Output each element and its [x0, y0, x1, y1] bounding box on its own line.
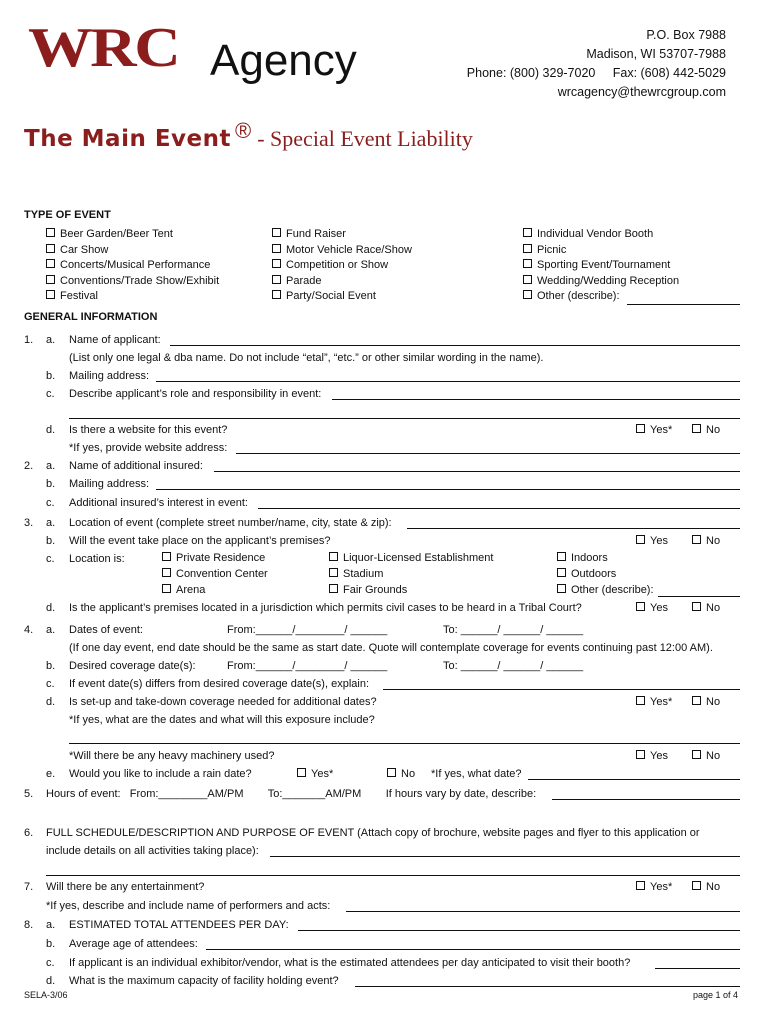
city: Madison, WI 53707-7988 — [586, 47, 726, 61]
q1b-label: Mailing address: — [69, 370, 150, 382]
no-option[interactable]: No — [692, 421, 720, 440]
q2-number: 2. — [24, 460, 34, 472]
checkbox-icon[interactable] — [46, 290, 55, 299]
yes-option[interactable]: Yes* — [636, 878, 672, 897]
checkbox-icon[interactable] — [692, 881, 701, 890]
no-option[interactable]: No — [387, 765, 415, 784]
location-col1 — [162, 550, 268, 598]
q4d-note: *If yes, what are the dates and what will this exposure include? — [69, 714, 375, 726]
q2a-label: Name of additional insured: — [69, 460, 203, 472]
yes-option[interactable]: Yes — [636, 747, 668, 766]
general-info-heading: GENERAL INFORMATION — [24, 311, 158, 323]
event-type-col1 — [46, 227, 219, 305]
q5-number: 5. — [24, 788, 34, 800]
q8-number: 8. — [24, 919, 34, 931]
location-option[interactable]: Other (describe): — [557, 582, 654, 598]
phone-fax: Phone: (800) 329-7020 Fax: (608) 442-5029 — [466, 66, 726, 80]
checkbox-icon[interactable] — [46, 228, 55, 237]
q8a-label: ESTIMATED TOTAL ATTENDEES PER DAY: — [69, 919, 289, 931]
yes-option[interactable]: Yes — [636, 532, 668, 551]
event-type-option[interactable]: Motor Vehicle Race/Show — [272, 243, 412, 259]
checkbox-icon[interactable] — [523, 259, 532, 268]
applicant-role-field[interactable] — [332, 386, 740, 400]
q4e-label: Would you like to include a rain date? — [69, 768, 252, 780]
q2c-letter: c. — [46, 497, 55, 509]
checkbox-icon[interactable] — [162, 552, 171, 561]
page-number: page 1 of 4 — [692, 990, 738, 1000]
type-of-event-heading: TYPE OF EVENT — [24, 209, 111, 221]
title-sub: - Special Event Liability — [257, 126, 473, 151]
checkbox-icon[interactable] — [636, 602, 645, 611]
event-type-option[interactable]: Parade — [272, 274, 412, 290]
q3b-letter: b. — [46, 535, 56, 547]
event-type-option[interactable]: Picnic — [523, 243, 679, 259]
q3a-letter: a. — [46, 517, 56, 529]
location-option[interactable]: Private Residence — [162, 550, 268, 566]
q3d-label: Is the applicant’s premises located in a jurisdiction which permits civil cases to be heard in a Tribal Court? — [69, 602, 582, 614]
website-field[interactable] — [236, 440, 740, 454]
q8d-label: What is the maximum capacity of facility holding event? — [69, 975, 339, 987]
attendees-field[interactable] — [298, 917, 740, 931]
checkbox-icon[interactable] — [272, 259, 281, 268]
checkbox-icon[interactable] — [557, 552, 566, 561]
yes-option[interactable]: Yes* — [297, 765, 333, 784]
applicant-name-field[interactable] — [170, 332, 740, 346]
page-title — [24, 118, 473, 152]
location-option[interactable]: Liquor-Licensed Establishment — [329, 550, 493, 566]
title-registered: ® — [235, 118, 252, 143]
entertainment-field[interactable] — [346, 898, 740, 912]
event-to-date[interactable]: To: ______/ ______/ ______ — [443, 624, 584, 636]
q4a-letter: a. — [46, 624, 56, 636]
event-type-option[interactable]: Party/Social Event — [272, 289, 412, 305]
location-option[interactable]: Convention Center — [162, 566, 268, 582]
q3d-letter: d. — [46, 602, 56, 614]
q1b-letter: b. — [46, 370, 56, 382]
q8a-letter: a. — [46, 919, 56, 931]
q2b-letter: b. — [46, 478, 56, 490]
location-col3 — [557, 550, 654, 598]
q1c-letter: c. — [46, 388, 55, 400]
checkbox-icon[interactable] — [636, 881, 645, 890]
q3c-letter: c. — [46, 553, 55, 565]
booth-attendees-field[interactable] — [655, 955, 740, 969]
checkbox-icon[interactable] — [523, 275, 532, 284]
checkbox-icon[interactable] — [387, 768, 396, 777]
no-option[interactable]: No — [692, 532, 720, 551]
checkbox-icon[interactable] — [162, 568, 171, 577]
checkbox-icon[interactable] — [46, 259, 55, 268]
wrc-agency-logo — [28, 17, 388, 92]
logo-wrc: WRC — [28, 17, 179, 79]
checkbox-icon[interactable] — [272, 275, 281, 284]
q4d-label: Is set-up and take-down coverage needed for additional dates? — [69, 696, 377, 708]
event-type-option[interactable]: Beer Garden/Beer Tent — [46, 227, 219, 243]
q6b-label: include details on all activities taking place): — [46, 845, 259, 857]
q1d-letter: d. — [46, 424, 56, 436]
form-id: SELA-3/06 — [24, 990, 68, 1000]
hours-vary-field[interactable] — [552, 786, 740, 800]
q8b-letter: b. — [46, 938, 56, 950]
location-option[interactable]: Indoors — [557, 550, 654, 566]
checkbox-icon[interactable] — [692, 602, 701, 611]
q1c-label: Describe applicant’s role and responsibility in event: — [69, 388, 322, 400]
q4b-letter: b. — [46, 660, 56, 672]
q8c-letter: c. — [46, 957, 55, 969]
title-main: The Main Event — [24, 126, 232, 152]
capacity-field[interactable] — [355, 973, 740, 987]
q8d-letter: d. — [46, 975, 56, 987]
checkbox-icon[interactable] — [272, 290, 281, 299]
q2c-label: Additional insured’s interest in event: — [69, 497, 248, 509]
no-option[interactable]: No — [692, 878, 720, 897]
q1a-letter: a. — [46, 334, 56, 346]
checkbox-icon[interactable] — [692, 696, 701, 705]
q4e-letter: e. — [46, 768, 56, 780]
checkbox-icon[interactable] — [557, 584, 566, 593]
checkbox-icon[interactable] — [329, 584, 338, 593]
checkbox-icon[interactable] — [636, 750, 645, 759]
location-option[interactable]: Fair Grounds — [329, 582, 493, 598]
no-option[interactable]: No — [692, 747, 720, 766]
date-difference-field[interactable] — [383, 676, 740, 690]
q4c-label: If event date(s) differs from desired coverage date(s), explain: — [69, 678, 369, 690]
checkbox-icon[interactable] — [692, 750, 701, 759]
checkbox-icon[interactable] — [636, 696, 645, 705]
insured-interest-field[interactable] — [258, 495, 740, 509]
event-location-field[interactable] — [407, 515, 740, 529]
checkbox-icon[interactable] — [523, 228, 532, 237]
q3b-label: Will the event take place on the applicant’s premises? — [69, 535, 331, 547]
event-type-option[interactable]: Wedding/Wedding Reception — [523, 274, 679, 290]
q6-label: FULL SCHEDULE/DESCRIPTION AND PURPOSE OF EVENT (Attach copy of brochure, website pages and flyer to this application or — [46, 827, 700, 839]
q7-label: Will there be any entertainment? — [46, 881, 205, 893]
no-option[interactable]: No — [692, 693, 720, 712]
schedule-field[interactable] — [270, 843, 740, 857]
location-option[interactable]: Stadium — [329, 566, 493, 582]
location-other-field[interactable] — [658, 583, 740, 597]
checkbox-icon[interactable] — [692, 424, 701, 433]
q4a-label: Dates of event: — [69, 624, 143, 636]
q8c-label: If applicant is an individual exhibitor/vendor, what is the estimated attendees per day anticipated to visit their booth? — [69, 957, 631, 969]
checkbox-icon[interactable] — [46, 275, 55, 284]
checkbox-icon[interactable] — [329, 568, 338, 577]
event-type-col2 — [272, 227, 412, 305]
q7-note: *If yes, describe and include name of performers and acts: — [46, 900, 331, 912]
yes-option[interactable]: Yes* — [636, 693, 672, 712]
event-type-option[interactable]: Other (describe): — [523, 289, 679, 305]
email: wrcagency@thewrcgroup.com — [557, 85, 726, 99]
yes-option[interactable]: Yes — [636, 599, 668, 618]
checkbox-icon[interactable] — [162, 584, 171, 593]
machinery-label: *Will there be any heavy machinery used? — [69, 750, 275, 762]
event-type-option[interactable]: Fund Raiser — [272, 227, 412, 243]
coverage-from-date[interactable]: From:______/________/ ______ — [227, 660, 388, 672]
other-describe-field[interactable] — [627, 291, 740, 305]
q1a-note: (List only one legal & dba name. Do not include “etal”, “etc.” or other similar wording in the name). — [69, 352, 544, 364]
mailing-address-field[interactable] — [156, 368, 740, 382]
q3c-label: Location is: — [69, 553, 125, 565]
q4d-letter: d. — [46, 696, 56, 708]
checkbox-icon[interactable] — [636, 424, 645, 433]
event-type-option[interactable]: Sporting Event/Tournament — [523, 258, 679, 274]
q1a-label: Name of applicant: — [69, 334, 161, 346]
q4-number: 4. — [24, 624, 34, 636]
q6-number: 6. — [24, 827, 34, 839]
checkbox-icon[interactable] — [692, 535, 701, 544]
checkbox-icon[interactable] — [272, 228, 281, 237]
checkbox-icon[interactable] — [523, 290, 532, 299]
location-option[interactable]: Arena — [162, 582, 268, 598]
location-option[interactable]: Outdoors — [557, 566, 654, 582]
logo-agency: Agency — [210, 36, 357, 85]
average-age-field[interactable] — [206, 936, 740, 950]
q4a-note: (If one day event, end date should be the same as start date. Quote will contemplate coverage for events continuing past 12:00 AM). — [69, 642, 713, 654]
event-type-option[interactable]: Competition or Show — [272, 258, 412, 274]
schedule-field-2[interactable] — [46, 862, 740, 876]
event-type-option[interactable]: Individual Vendor Booth — [523, 227, 679, 243]
q3a-label: Location of event (complete street number/name, city, state & zip): — [69, 517, 392, 529]
event-type-option[interactable]: Conventions/Trade Show/Exhibit — [46, 274, 219, 290]
contact-block — [467, 26, 726, 102]
q7-number: 7. — [24, 881, 34, 893]
rain-date-label: *If yes, what date? — [431, 768, 522, 780]
event-type-option[interactable]: Festival — [46, 289, 219, 305]
coverage-to-date[interactable]: To: ______/ ______/ ______ — [443, 660, 584, 672]
q1d-note: *If yes, provide website address: — [69, 442, 228, 454]
q4b-label: Desired coverage date(s): — [69, 660, 196, 672]
q4c-letter: c. — [46, 678, 55, 690]
checkbox-icon[interactable] — [297, 768, 306, 777]
event-from-date[interactable]: From:______/________/ ______ — [227, 624, 388, 636]
q3-number: 3. — [24, 517, 34, 529]
event-type-option[interactable]: Car Show — [46, 243, 219, 259]
rain-date-field[interactable] — [528, 766, 740, 780]
checkbox-icon[interactable] — [636, 535, 645, 544]
checkbox-icon[interactable] — [272, 244, 281, 253]
q5-label: Hours of event: From:________AM/PM To:_______AM/PM If hours vary by date, describe: — [46, 788, 537, 800]
location-col2 — [329, 550, 493, 598]
checkbox-icon[interactable] — [46, 244, 55, 253]
additional-insured-field[interactable] — [214, 458, 740, 472]
checkbox-icon[interactable] — [557, 568, 566, 577]
po-box: P.O. Box 7988 — [646, 28, 726, 42]
checkbox-icon[interactable] — [523, 244, 532, 253]
checkbox-icon[interactable] — [329, 552, 338, 561]
setup-dates-field[interactable] — [69, 730, 740, 744]
additional-mailing-field[interactable] — [156, 476, 740, 490]
q2a-letter: a. — [46, 460, 56, 472]
q1d-label: Is there a website for this event? — [69, 424, 228, 436]
q2b-label: Mailing address: — [69, 478, 150, 490]
q1-number: 1. — [24, 334, 34, 346]
no-option[interactable]: No — [692, 599, 720, 618]
yes-option[interactable]: Yes* — [636, 421, 672, 440]
event-type-option[interactable]: Concerts/Musical Performance — [46, 258, 219, 274]
applicant-role-field-2[interactable] — [69, 405, 740, 419]
q8b-label: Average age of attendees: — [69, 938, 198, 950]
